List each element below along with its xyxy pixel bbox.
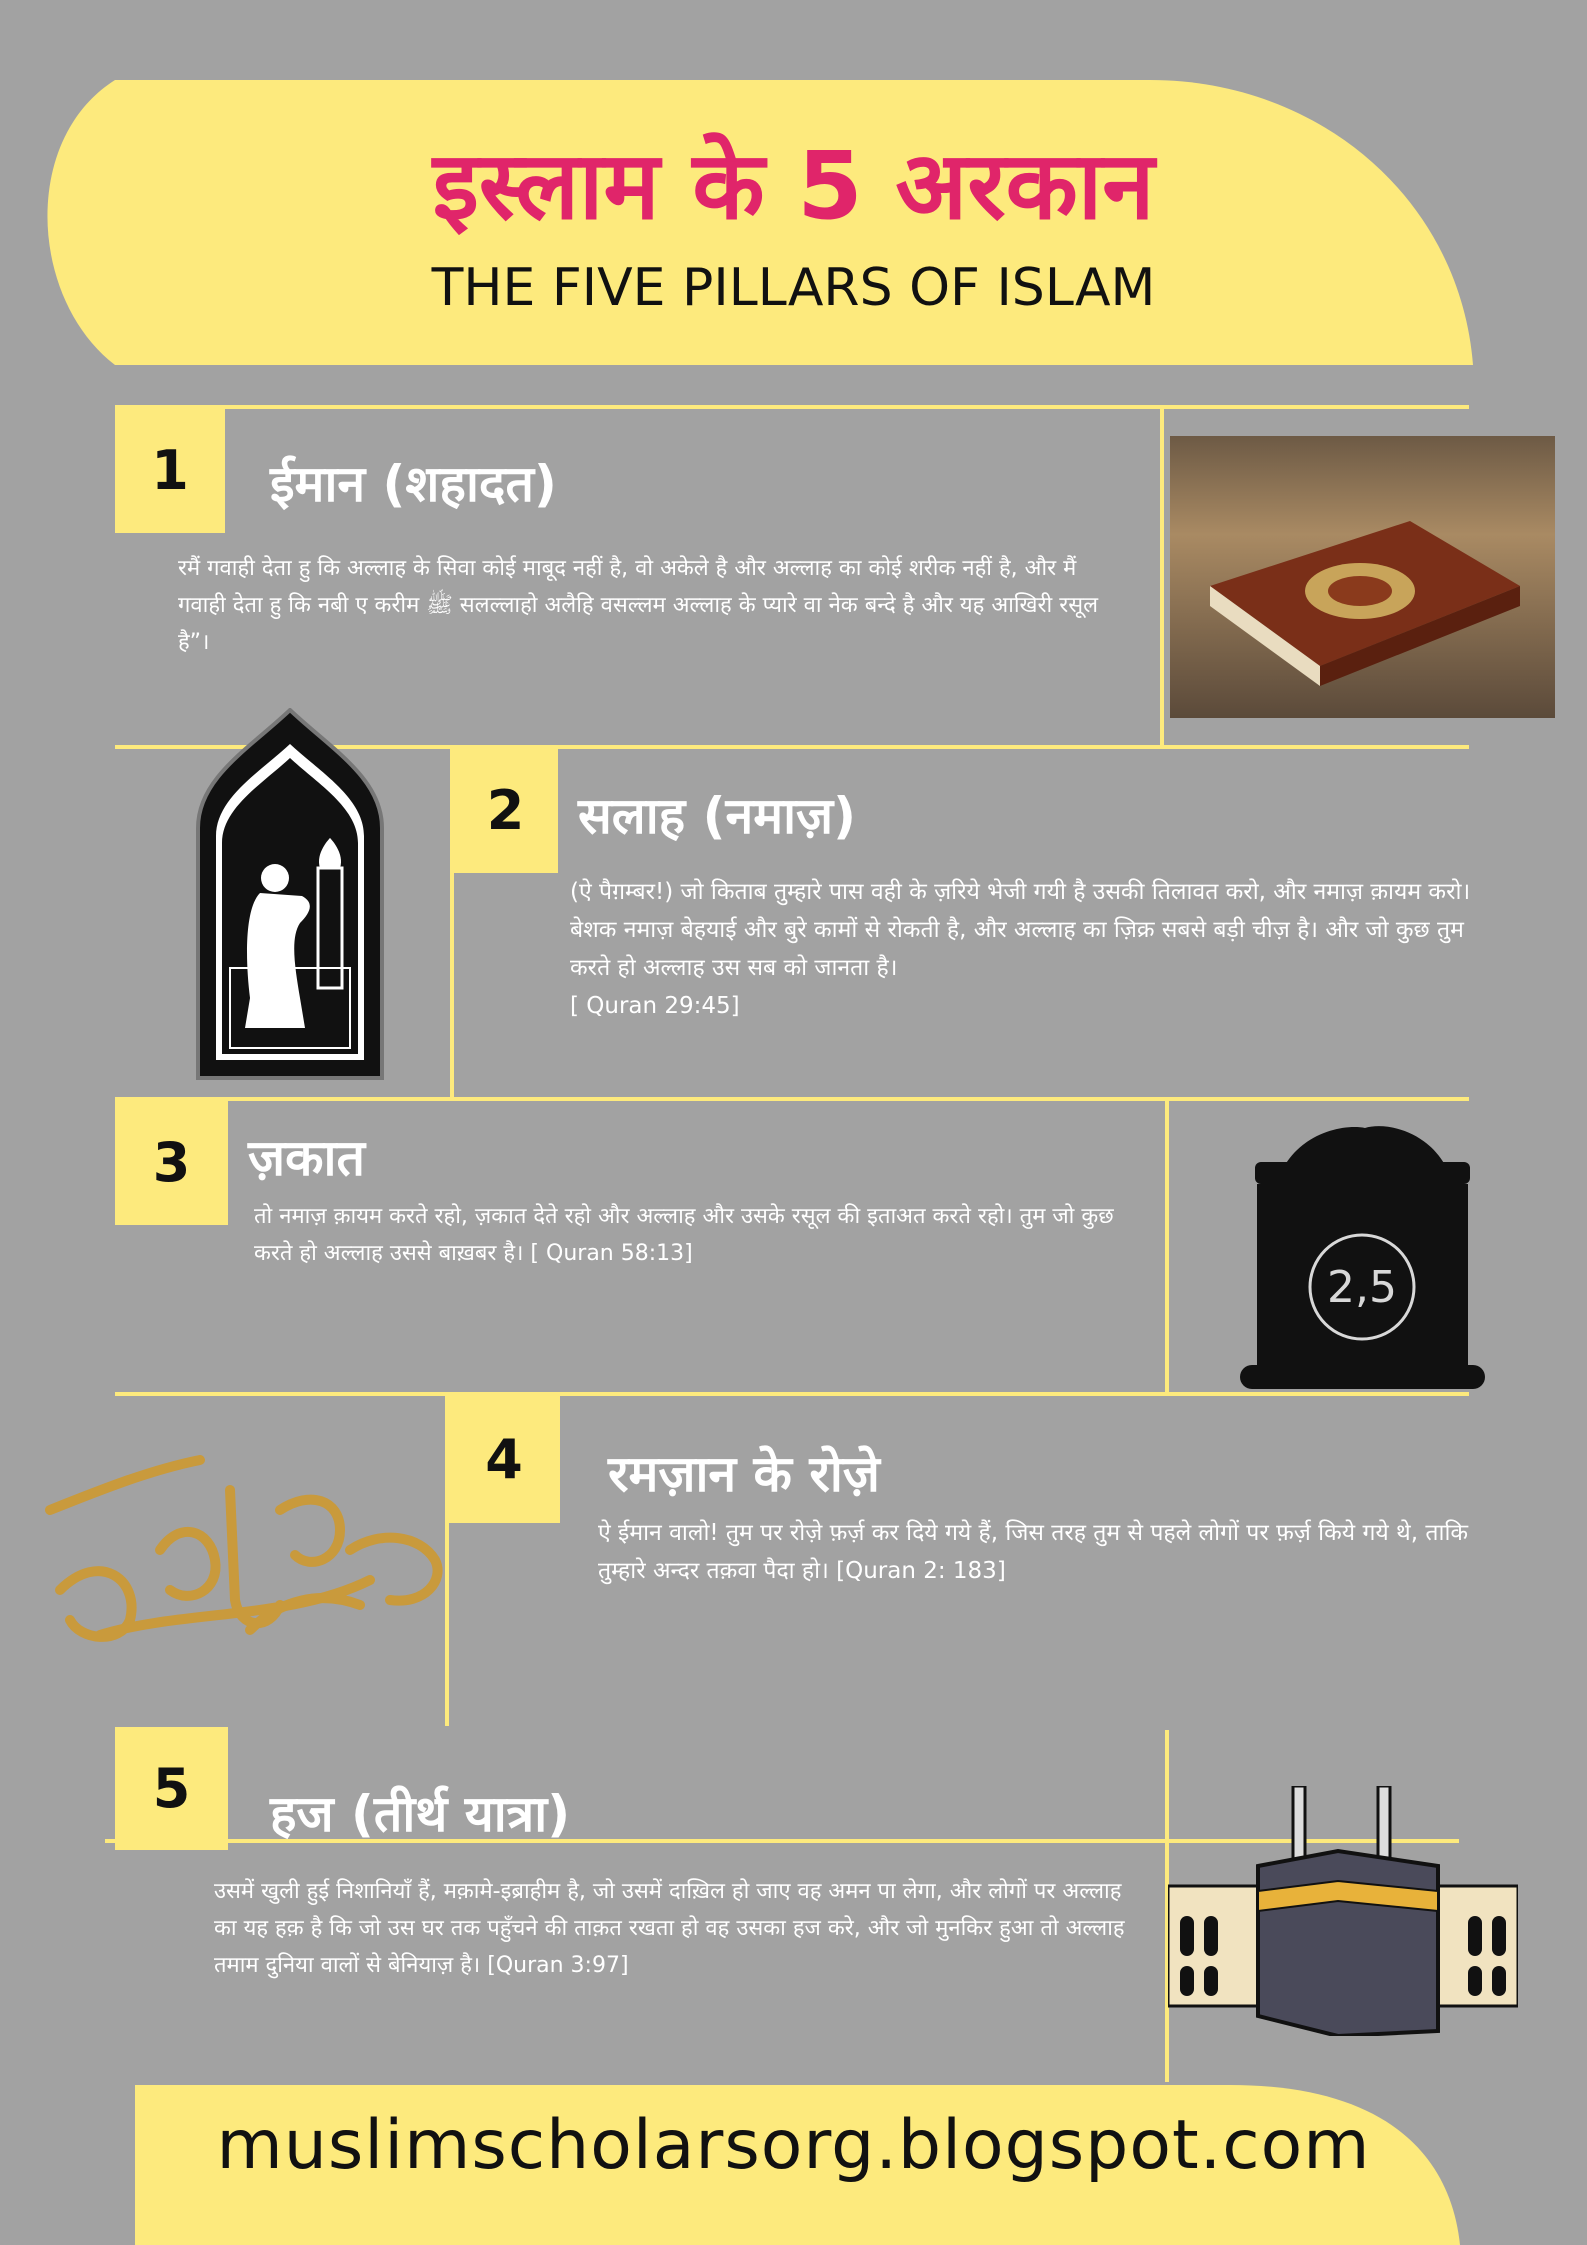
divider [1160, 405, 1164, 748]
footer-url[interactable]: muslimscholarsorg.blogspot.com [216, 2106, 1371, 2185]
pillar-heading: हज (तीर्थ यात्रा) [270, 1785, 571, 1843]
divider [115, 405, 1469, 409]
page-title: इस्लाम के 5 अरकान [432, 132, 1155, 241]
pillar-number: 1 [115, 408, 225, 533]
pillar-text: रमैं गवाही देता हु कि अल्लाह के सिवा कोई माबूद नहीं है, वो अकेले है और अल्लाह का कोई शरीक नहीं है, और मैं गवाही देता हु कि नबी ए करीम ﷺ सलल्लाहो अलैहि वसल्लम अल्लाह के प्यारे वा नेक बन्दे है और यह आखिरी रसूल है”। [178, 556, 1098, 655]
praying-man-icon [190, 708, 390, 1083]
divider [445, 1722, 449, 1726]
pillar-number: 3 [115, 1100, 228, 1225]
ramadan-kareem-calligraphy-icon [40, 1430, 450, 1655]
kaaba-icon [1168, 1786, 1518, 2036]
zakat-jar-icon [1235, 1120, 1490, 1395]
quran-book-icon [1170, 436, 1555, 718]
pillar-number: 5 [115, 1727, 228, 1850]
quran-reference: [ Quran 29:45] [570, 993, 740, 1019]
page-subtitle: THE FIVE PILLARS OF ISLAM [431, 258, 1156, 318]
pillar-text: उसमें खुली हुई निशानियाँ हैं, मक़ामे-इब्राहीम है, जो उसमें दाख़िल हो जाए वह अमन पा लेगा, और लोगों पर अल्लाह का यह हक़ है कि जो उस घर तक पहुँचने की ताक़त रखता हो वह उसका हज करे, और जो मुनकिर हुआ तो अल्लाह तमाम दुनिया वालों से बेनियाज़ है। [Quran 3:97] [214, 1879, 1125, 1978]
pillar-heading: रमज़ान के रोज़े [608, 1445, 880, 1503]
pillar-heading: ईमान (शहादत) [270, 455, 557, 513]
pillar-heading: सलाह (नमाज़) [578, 787, 857, 845]
divider [115, 1392, 1469, 1396]
header-banner [0, 0, 1587, 370]
zakat-percentage: 2,5 [1327, 1262, 1397, 1313]
divider [1165, 1097, 1169, 1394]
pillar-text: तो नमाज़ क़ायम करते रहो, ज़कात देते रहो और अल्लाह और उसके रसूल की इताअत करते रहो। तुम जो कुछ करते हो अल्लाह उससे बाख़बर है। [ Quran 58:13] [254, 1204, 1114, 1266]
pillar-number: 4 [448, 1395, 560, 1523]
pillar-text: ऐ ईमान वालो! तुम पर रोज़े फ़र्ज़ कर दिये गये हैं, जिस तरह तुम से पहले लोगों पर फ़र्ज़ किये गये थे, ताकि तुम्हारे अन्दर तक़वा पैदा हो। [Quran 2: 183] [598, 1520, 1469, 1584]
pillar-heading: ज़कात [248, 1129, 365, 1187]
pillar-number: 2 [453, 748, 558, 873]
pillar-text: (ऐ पैग़म्बर!) जो किताब तुम्हारे पास वही के ज़रिये भेजी गयी है उसकी तिलावत करो, और नमाज़ क़ायम करो। बेशक नमाज़ बेहयाई और बुरे कामों से रोकती है, और अल्लाह का ज़िक्र सबसे बड़ी चीज़ है। और जो कुछ तुम करते हो अल्लाह उस सब को जानता है। [ Quran 29:45] [570, 873, 1505, 1025]
divider [115, 1097, 1469, 1101]
